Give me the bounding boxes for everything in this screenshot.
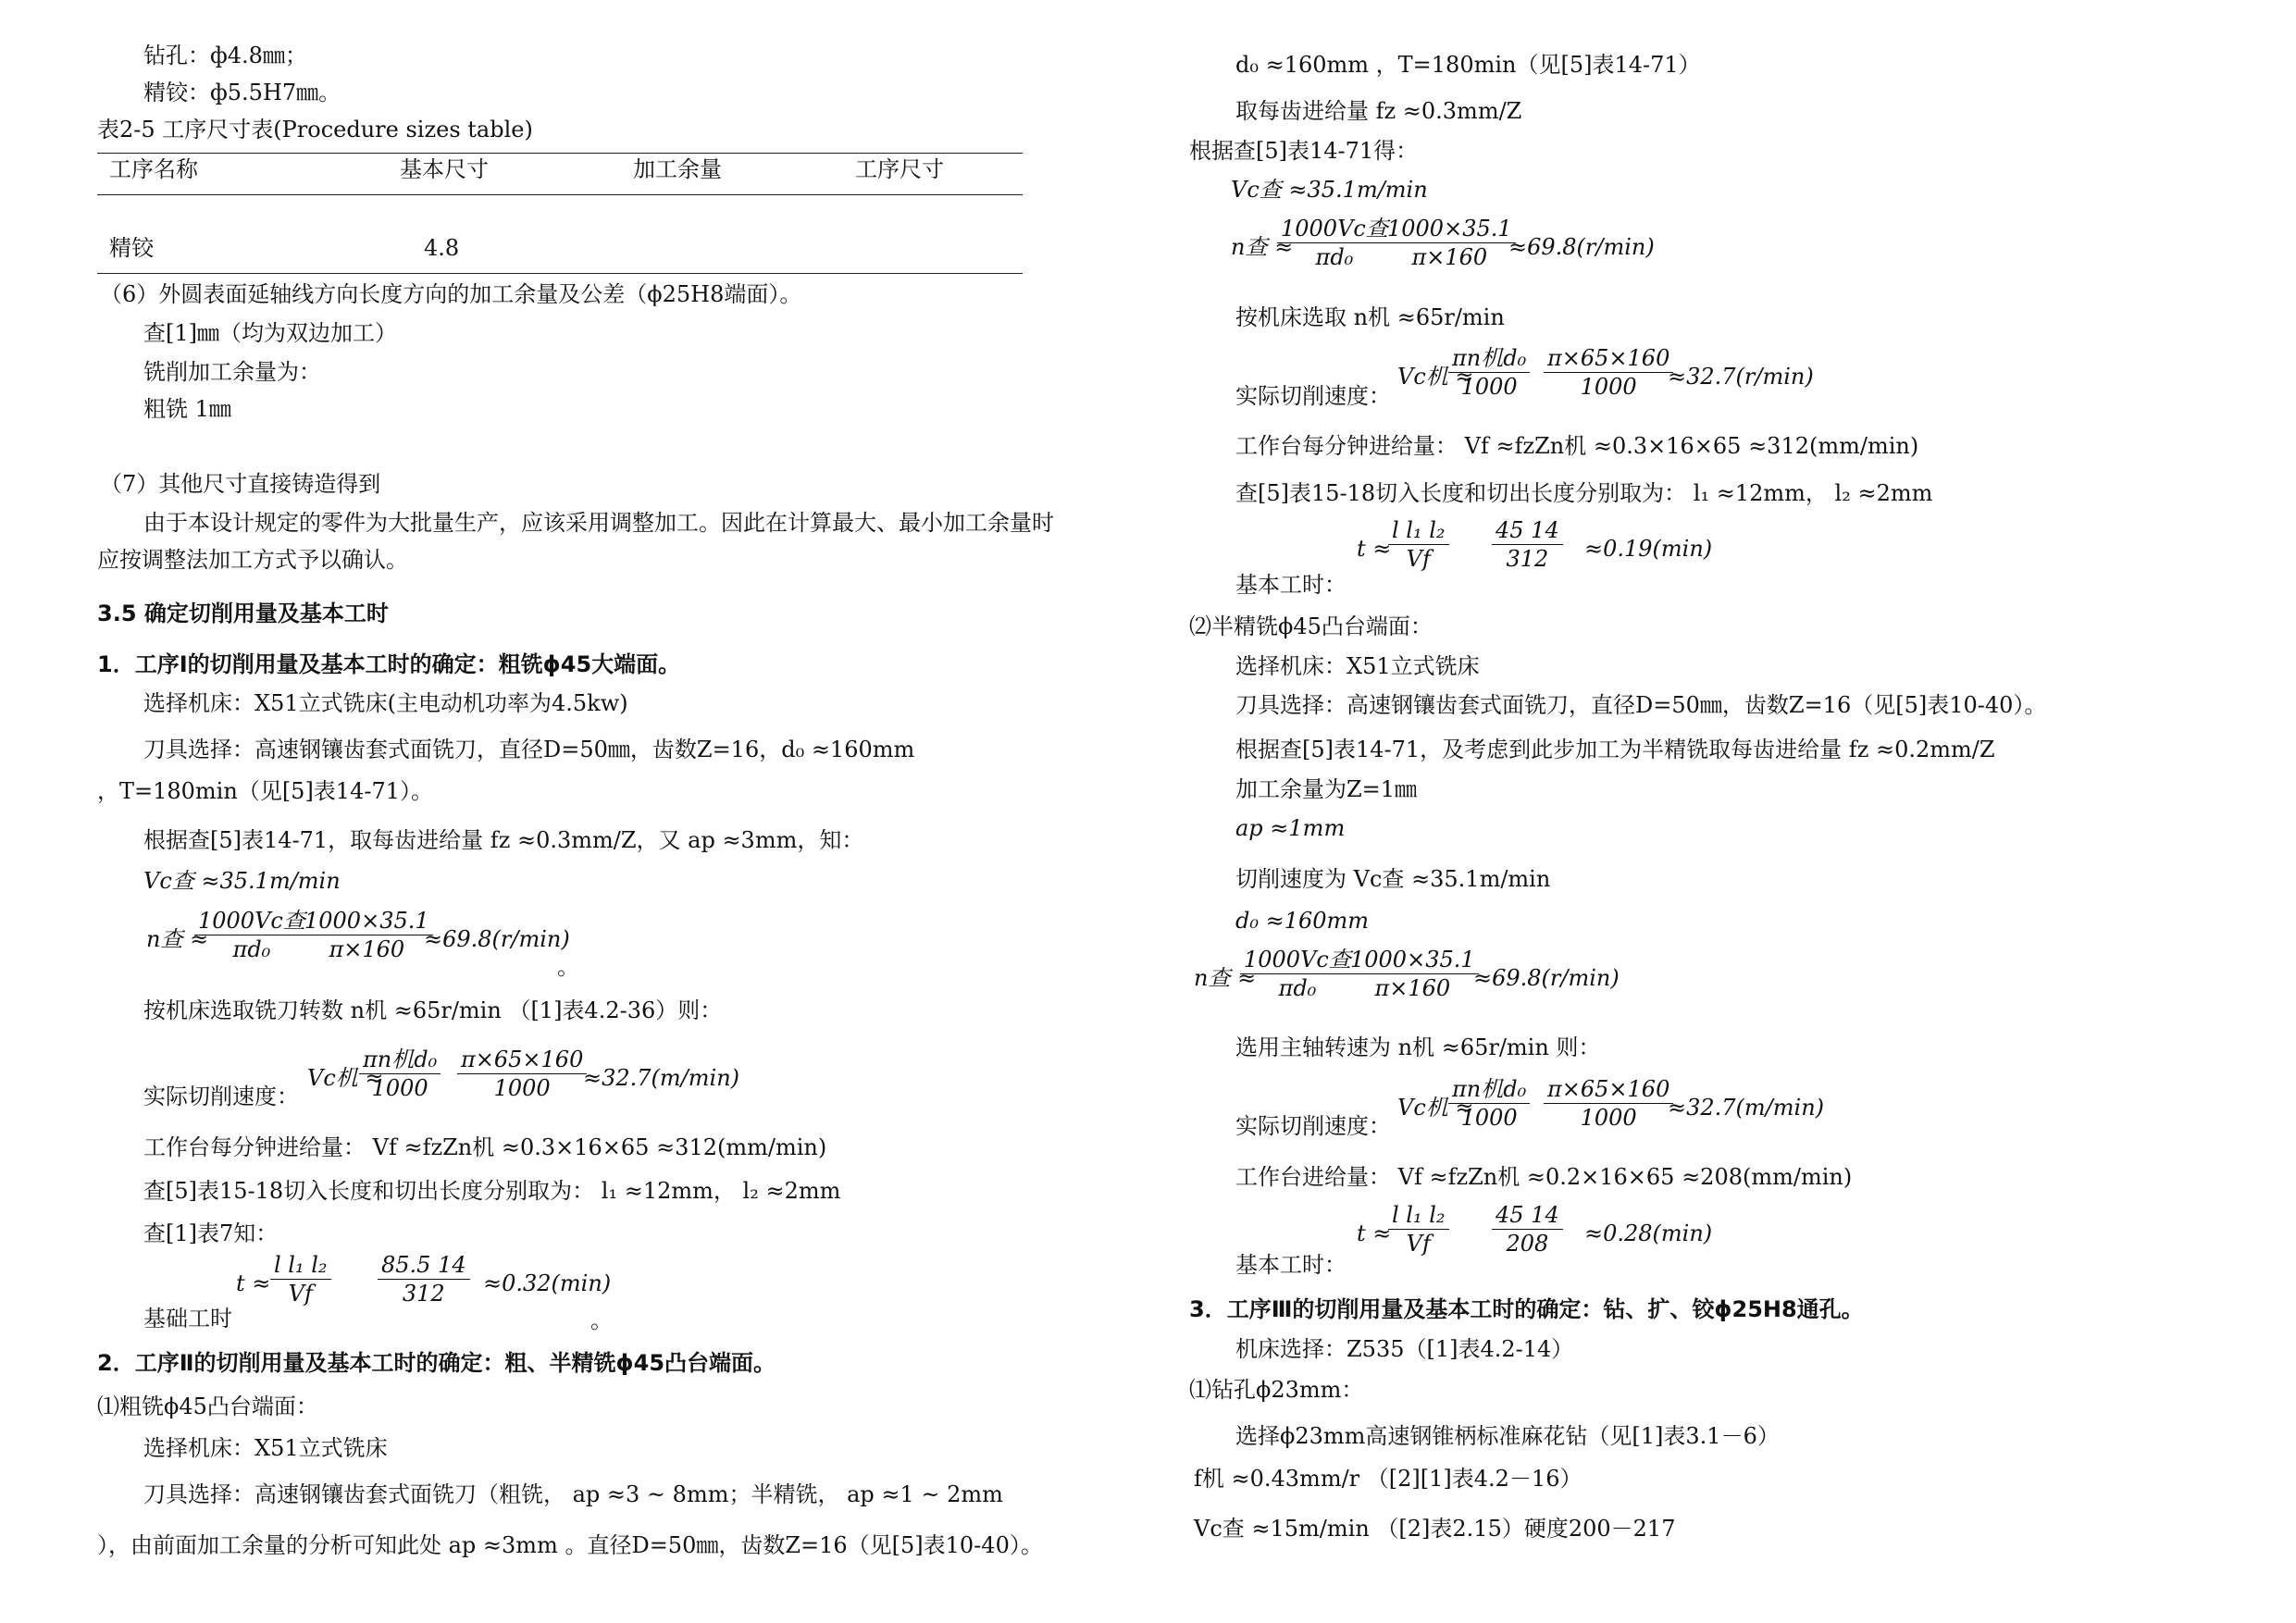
section-title: 3.5 确定切削用量及基本工时: [97, 601, 389, 626]
denominator: πd₀: [1278, 975, 1317, 1001]
formula-fraction: [457, 1046, 587, 1102]
formula-fraction: [301, 907, 433, 963]
step-heading: 2．工序Ⅱ的切削用量及基本工时的确定：粗、半精铣ϕ45凸台端面。: [97, 1350, 776, 1376]
formula-fraction: [1448, 1075, 1530, 1132]
text-line: 工作台每分钟进给量： Vf ≈fzZn机 ≈0.3×16×65 ≈312(mm/min): [143, 1134, 827, 1160]
denominator: πd₀: [1315, 244, 1354, 270]
formula-fraction: [1347, 946, 1479, 1002]
numerator: 1000Vc查: [1240, 946, 1355, 974]
text-line: ⑴粗铣ϕ45凸台端面：: [97, 1394, 318, 1419]
text-line: 查[5]表15-18切入长度和切出长度分别取为： l₁ ≈12mm， l₂ ≈2mm: [143, 1178, 841, 1204]
numerator: πn机d₀: [359, 1046, 441, 1074]
denominator: 312: [1506, 546, 1549, 572]
numerator: l l₁ l₂: [270, 1251, 331, 1280]
denominator: πd₀: [232, 936, 271, 962]
text-line: 选择机床：X51立式铣床: [1235, 653, 1480, 679]
formula-fraction: [1388, 1201, 1449, 1258]
formula-fraction: [1240, 946, 1355, 1002]
text-line: 选择机床：X51立式铣床: [143, 1435, 388, 1461]
formula-fraction: [1448, 344, 1530, 401]
formula-result: ≈0.32(min): [483, 1270, 612, 1296]
formula-fraction: [1492, 516, 1563, 573]
numerator: π×65×160: [1544, 1075, 1673, 1104]
formula-fraction: [1277, 215, 1392, 271]
text-line: 根据查[5]表14-71，及考虑到此步加工为半精铣取每齿进给量 fz ≈0.2mm/Z: [1235, 737, 1995, 762]
paragraph-line: 应按调整法加工方式予以确认。: [97, 547, 408, 573]
text-line: 机床选择：Z535（[1]表4.2-14）: [1235, 1336, 1574, 1362]
formula-result: ≈32.7(r/min): [1668, 364, 1814, 390]
text-line: ⑴钻孔ϕ23mm：: [1189, 1377, 1364, 1403]
table-caption: 表2-5 工序尺寸表(Procedure sizes table): [97, 117, 533, 142]
denominator: π×160: [1411, 244, 1488, 270]
formula-fraction: [194, 907, 309, 963]
formula-prefix: Vc机 ≈: [1397, 364, 1474, 390]
section-heading: （7）其他尺寸直接铸造得到: [100, 471, 381, 497]
formula-fraction: [1544, 344, 1673, 401]
formula-prefix: Vc机 ≈: [1397, 1095, 1474, 1121]
text-line: 取每齿进给量 fz ≈0.3mm/Z: [1235, 98, 1522, 124]
paragraph-line: 由于本设计规定的零件为大批量生产，应该采用调整加工。因此在计算最大、最小加工余量时: [143, 510, 1054, 536]
step-heading: 1．工序Ⅰ的切削用量及基本工时的确定：粗铣ϕ45大端面。: [97, 651, 681, 677]
formula-fraction: [1492, 1201, 1563, 1258]
formula-line: ap ≈1mm: [1235, 815, 1346, 841]
denominator: Vf: [1406, 546, 1431, 572]
numerator: 85.5 14: [378, 1251, 470, 1280]
formula-prefix: t ≈: [236, 1270, 271, 1296]
numerator: l l₁ l₂: [1388, 516, 1449, 545]
formula-prefix: n查 ≈: [146, 926, 209, 952]
denominator: Vf: [1406, 1231, 1431, 1257]
text-line: ），由前面加工余量的分析可知此处 ap ≈3mm 。直径D=50㎜，齿数Z=16（见[5]表10-40）。: [97, 1532, 1043, 1558]
formula-prefix: t ≈: [1357, 536, 1392, 562]
text-line: 查[5]表15-18切入长度和切出长度分别取为： l₁ ≈12mm， l₂ ≈2mm: [1235, 480, 1933, 506]
formula-label: 基础工时: [143, 1306, 232, 1332]
numerator: 1000×35.1: [1347, 946, 1479, 974]
numerator: 1000×35.1: [1384, 215, 1516, 243]
formula-fraction: [1544, 1075, 1673, 1132]
numerator: π×65×160: [457, 1046, 587, 1074]
denominator: Vf: [288, 1281, 313, 1307]
text-line: 刀具选择：高速钢镶齿套式面铣刀，直径D=50㎜，齿数Z=16（见[5]表10-40）。: [1235, 692, 2047, 718]
denominator: π×160: [1374, 975, 1451, 1001]
table-header-cell: 加工余量: [633, 156, 722, 182]
denominator: 1000: [371, 1075, 428, 1101]
text-line: 根据查[5]表14-71得：: [1189, 138, 1419, 164]
formula-result: ≈32.7(m/min): [1668, 1095, 1825, 1121]
formula-line: Vc查 ≈15m/min （[2]表2.15）硬度200－217: [1194, 1516, 1676, 1542]
table-rule-mid: [97, 194, 1023, 195]
formula-result: ≈0.19(min): [1584, 536, 1713, 562]
formula-result: ≈69.8(r/min): [1508, 234, 1655, 260]
text-line: 刀具选择：高速钢镶齿套式面铣刀，直径D=50㎜，齿数Z=16，d₀ ≈160mm: [143, 737, 915, 762]
numerator: 1000Vc查: [194, 907, 309, 935]
numerator: 1000×35.1: [301, 907, 433, 935]
formula-fraction: [1388, 516, 1449, 573]
text-line: 按机床选取 n机 ≈65r/min: [1235, 304, 1505, 330]
formula-fraction: [378, 1251, 470, 1307]
formula-line: Vc查 ≈35.1m/min: [1231, 177, 1428, 203]
formula-prefix: n查 ≈: [1231, 234, 1294, 260]
text-line: 切削速度为 Vc查 ≈35.1m/min: [1235, 866, 1551, 892]
text-line: 铣削加工余量为：: [143, 359, 321, 385]
text-line: 精铰：ф5.5H7㎜。: [143, 80, 341, 105]
denominator: 1000: [1460, 374, 1518, 400]
text-dot: 。: [557, 954, 579, 980]
table-cell: 精铰: [109, 235, 154, 261]
table-rule-bottom: [97, 273, 1023, 274]
numerator: l l₁ l₂: [1388, 1201, 1449, 1230]
formula-result: ≈32.7(m/min): [583, 1065, 740, 1091]
text-line: 钻孔：ф4.8㎜；: [143, 43, 307, 68]
denominator: 208: [1506, 1231, 1549, 1257]
text-line: 加工余量为Z=1㎜: [1235, 776, 1418, 802]
table-header-cell: 工序尺寸: [855, 156, 944, 182]
formula-line: d₀ ≈160mm: [1235, 908, 1370, 934]
formula-prefix: t ≈: [1357, 1220, 1392, 1246]
table-header-cell: 基本尺寸: [400, 156, 489, 182]
text-line: 选择ϕ23mm高速钢锥柄标准麻花钻（见[1]表3.1－6）: [1235, 1423, 1780, 1449]
formula-label: 基本工时：: [1235, 572, 1347, 598]
numerator: 45 14: [1492, 1201, 1563, 1230]
formula-result: ≈69.8(r/min): [424, 926, 570, 952]
numerator: πn机d₀: [1448, 1075, 1530, 1104]
formula-result: ≈69.8(r/min): [1473, 965, 1620, 991]
table-header-cell: 工序名称: [109, 156, 198, 182]
section-heading: （6）外圆表面延轴线方向长度方向的加工余量及公差（ϕ25H8端面）。: [100, 281, 802, 307]
table-cell: 4.8: [424, 235, 460, 261]
text-line: 选用主轴转速为 n机 ≈65r/min 则：: [1235, 1035, 1601, 1060]
numerator: 1000Vc查: [1277, 215, 1392, 243]
denominator: 1000: [493, 1075, 551, 1101]
text-line: 按机床选取铣刀转数 n机 ≈65r/min （[1]表4.2-36）则：: [143, 997, 723, 1023]
denominator: 1000: [1580, 374, 1637, 400]
formula-label: 实际切削速度：: [143, 1084, 299, 1109]
table-rule-top: [97, 153, 1023, 154]
text-line: ，T=180min（见[5]表14-71）。: [97, 778, 433, 804]
formula-label: 实际切削速度：: [1235, 1113, 1391, 1139]
denominator: 1000: [1580, 1105, 1637, 1131]
text-line: d₀ ≈160mm ，T=180min（见[5]表14-71）: [1235, 52, 1701, 78]
formula-fraction: [1384, 215, 1516, 271]
numerator: π×65×160: [1544, 344, 1673, 373]
text-line: ⑵半精铣ϕ45凸台端面：: [1189, 613, 1433, 639]
text-line: 根据查[5]表14-71，取每齿进给量 fz ≈0.3mm/Z，又 ap ≈3mm，知：: [143, 827, 864, 853]
formula-result: ≈0.28(min): [1584, 1220, 1713, 1246]
text-line: 工作台进给量： Vf ≈fzZn机 ≈0.2×16×65 ≈208(mm/min): [1235, 1164, 1853, 1190]
text-line: 查[1]㎜（均为双边加工）: [143, 320, 397, 346]
text-line: 工作台每分钟进给量： Vf ≈fzZn机 ≈0.3×16×65 ≈312(mm/min): [1235, 433, 1919, 459]
denominator: 1000: [1460, 1105, 1518, 1131]
step-heading: 3．工序Ⅲ的切削用量及基本工时的确定：钻、扩、铰ϕ25H8通孔。: [1189, 1296, 1864, 1322]
denominator: π×160: [329, 936, 405, 962]
formula-fraction: [270, 1251, 331, 1307]
formula-line: f机 ≈0.43mm/r （[2][1]表4.2－16）: [1194, 1466, 1582, 1492]
text-line: 粗铣 1㎜: [143, 396, 231, 422]
text-line: 选择机床：X51立式铣床(主电动机功率为4.5kw): [143, 690, 628, 716]
formula-label: 实际切削速度：: [1235, 383, 1391, 409]
denominator: 312: [402, 1281, 445, 1307]
text-line: 刀具选择：高速钢镶齿套式面铣刀（粗铣， ap ≈3 ~ 8mm；半精铣， ap ≈1 ~ 2mm: [143, 1481, 1003, 1507]
text-line: 查[1]表7知：: [143, 1220, 279, 1246]
formula-prefix: n查 ≈: [1194, 965, 1257, 991]
formula-fraction: [359, 1046, 441, 1102]
numerator: πn机d₀: [1448, 344, 1530, 373]
formula-label: 基本工时：: [1235, 1252, 1347, 1278]
numerator: 45 14: [1492, 516, 1563, 545]
formula-prefix: Vc机 ≈: [307, 1065, 384, 1091]
text-dot: 。: [590, 1307, 613, 1333]
formula-line: Vc查 ≈35.1m/min: [143, 868, 341, 894]
